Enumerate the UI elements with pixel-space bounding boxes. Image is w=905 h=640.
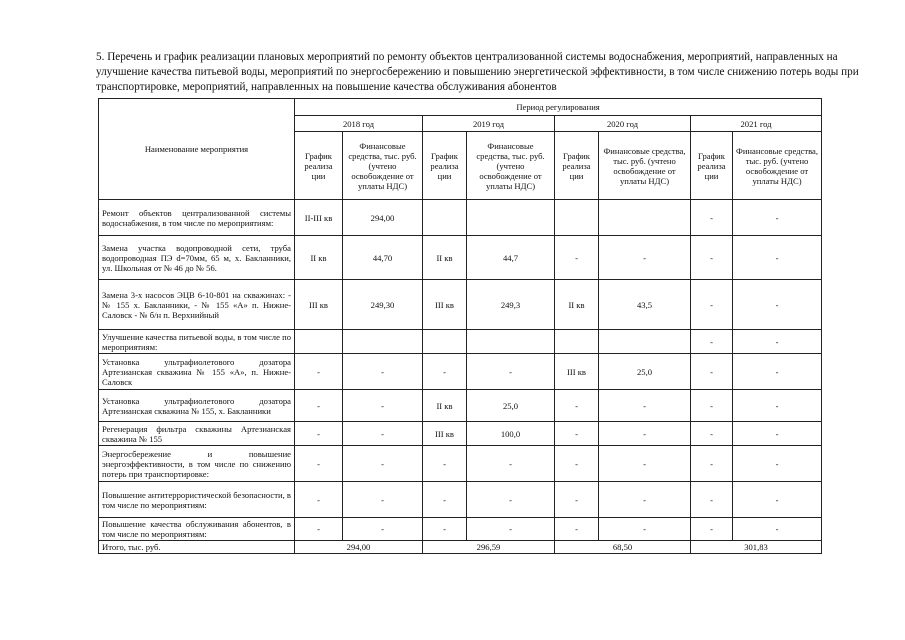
schedule-cell: - bbox=[295, 390, 343, 422]
finance-cell: - bbox=[343, 446, 423, 482]
activity-name: Установка ультрафиолетового дозатора Артезианская скважина № 155, х. Бакланники bbox=[99, 390, 295, 422]
finance-cell bbox=[343, 330, 423, 354]
schedule-cell: - bbox=[423, 354, 467, 390]
name-column-header: Наименование мероприятия bbox=[99, 99, 295, 200]
schedule-cell: II-III кв bbox=[295, 200, 343, 236]
schedule-cell: - bbox=[555, 482, 599, 518]
finance-cell: - bbox=[733, 236, 822, 280]
table-row bbox=[99, 330, 822, 354]
finance-cell: - bbox=[343, 354, 423, 390]
finance-cell: 25,0 bbox=[599, 354, 691, 390]
finance-cell: 100,0 bbox=[467, 422, 555, 446]
schedule-cell: - bbox=[691, 280, 733, 330]
activity-name: Повышение качества обслуживания абонентов, в том числе по мероприятиям: bbox=[99, 518, 295, 541]
schedule-cell: II кв bbox=[423, 390, 467, 422]
schedule-cell: - bbox=[555, 446, 599, 482]
activity-name: Замена участка водопроводной сети, труба водопроводная ПЭ d=70мм, 65 м, х. Бакланники, ул. Школьная от № 46 до № 56. bbox=[99, 236, 295, 280]
table-row bbox=[99, 422, 822, 446]
activity-name: Регенерация фильтра скважины Артезианская скважина № 155 bbox=[99, 422, 295, 446]
table-row bbox=[99, 446, 822, 482]
finance-cell: - bbox=[467, 518, 555, 541]
finance-cell: - bbox=[733, 390, 822, 422]
finance-cell: 249,3 bbox=[467, 280, 555, 330]
finance-cell: - bbox=[343, 518, 423, 541]
finance-cell: - bbox=[467, 446, 555, 482]
schedule-cell: - bbox=[691, 446, 733, 482]
finance-cell: 44,70 bbox=[343, 236, 423, 280]
finance-column-header: Финансовые средства, тыс. руб. (учтено освобождение от уплаты НДС) bbox=[343, 132, 423, 200]
total-value: 301,83 bbox=[691, 541, 822, 554]
schedule-cell: - bbox=[423, 518, 467, 541]
schedule-cell: - bbox=[691, 330, 733, 354]
schedule-cell bbox=[295, 330, 343, 354]
finance-cell bbox=[599, 200, 691, 236]
finance-cell: - bbox=[467, 354, 555, 390]
activity-name: Повышение антитеррористической безопасности, в том числе по мероприятиям: bbox=[99, 482, 295, 518]
finance-cell: - bbox=[343, 482, 423, 518]
schedule-cell: - bbox=[691, 390, 733, 422]
finance-cell: - bbox=[733, 446, 822, 482]
finance-cell: - bbox=[599, 518, 691, 541]
table-row bbox=[99, 482, 822, 518]
schedule-cell: II кв bbox=[295, 236, 343, 280]
schedule-cell: - bbox=[295, 482, 343, 518]
finance-column-header: Финансовые средства, тыс. руб. (учтено освобождение от уплаты НДС) bbox=[467, 132, 555, 200]
schedule-cell bbox=[423, 200, 467, 236]
table-row bbox=[99, 390, 822, 422]
finance-cell: - bbox=[733, 280, 822, 330]
finance-cell: - bbox=[599, 390, 691, 422]
activity-name: Замена 3-х насосов ЭЦВ 6-10-801 на скважинах: - № 155 х. Бакланники, - № 155 «А» п. Нижне-Саловск - № б/н п. Верхнийный bbox=[99, 280, 295, 330]
total-value: 294,00 bbox=[295, 541, 423, 554]
schedule-cell bbox=[423, 330, 467, 354]
finance-cell: - bbox=[733, 354, 822, 390]
finance-cell: - bbox=[733, 422, 822, 446]
schedule-cell: - bbox=[295, 518, 343, 541]
finance-cell: 249,30 bbox=[343, 280, 423, 330]
schedule-cell: - bbox=[691, 200, 733, 236]
schedule-cell: III кв bbox=[423, 280, 467, 330]
schedule-cell bbox=[555, 200, 599, 236]
finance-column-header: Финансовые средства, тыс. руб. (учтено освобождение от уплаты НДС) bbox=[599, 132, 691, 200]
schedule-cell bbox=[555, 330, 599, 354]
table-row bbox=[99, 354, 822, 390]
finance-cell: - bbox=[599, 422, 691, 446]
schedule-cell: - bbox=[691, 236, 733, 280]
activity-name: Улучшение качества питьевой воды, в том числе по мероприятиям: bbox=[99, 330, 295, 354]
schedule-cell: - bbox=[691, 482, 733, 518]
total-value: 296,59 bbox=[423, 541, 555, 554]
finance-cell: - bbox=[343, 390, 423, 422]
schedule-cell: II кв bbox=[555, 280, 599, 330]
finance-cell: - bbox=[733, 200, 822, 236]
schedule-cell: II кв bbox=[423, 236, 467, 280]
schedule-cell: - bbox=[555, 518, 599, 541]
schedule-column-header: График реализа ции bbox=[691, 132, 733, 200]
finance-cell: - bbox=[343, 422, 423, 446]
plan-table bbox=[98, 98, 822, 554]
year-header: 2019 год bbox=[423, 116, 555, 132]
finance-cell: - bbox=[733, 330, 822, 354]
schedule-cell: - bbox=[555, 422, 599, 446]
finance-cell: - bbox=[733, 482, 822, 518]
period-header: Период регулирования bbox=[295, 99, 822, 116]
finance-cell: 25,0 bbox=[467, 390, 555, 422]
table-row bbox=[99, 200, 822, 236]
schedule-cell: - bbox=[555, 236, 599, 280]
finance-cell: - bbox=[599, 482, 691, 518]
schedule-cell: - bbox=[423, 482, 467, 518]
schedule-cell: - bbox=[691, 518, 733, 541]
activity-name: Ремонт объектов централизованной системы водоснабжения, в том числе по мероприятиям: bbox=[99, 200, 295, 236]
activity-name: Установка ультрафиолетового дозатора Артезианская скважина № 155 «А», п. Нижне-Саловск bbox=[99, 354, 295, 390]
section-heading: 5. Перечень и график реализации плановых мероприятий по ремонту объектов централизованной системы водоснабжения, мероприятий, направленных на улучшение качества питьевой воды, мероприятий по энергосбережению и повышению энергетической эффективности, в том числе снижению потерь воды при транспортировке, мероприятий, направленных на повышение качества обслуживания абонентов bbox=[96, 51, 859, 94]
year-header: 2020 год bbox=[555, 116, 691, 132]
schedule-cell: - bbox=[691, 422, 733, 446]
finance-cell bbox=[599, 330, 691, 354]
schedule-cell: - bbox=[295, 422, 343, 446]
finance-cell: - bbox=[467, 482, 555, 518]
total-label: Итого, тыс. руб. bbox=[99, 541, 295, 554]
finance-cell: 44,7 bbox=[467, 236, 555, 280]
finance-cell bbox=[467, 330, 555, 354]
total-value: 68,50 bbox=[555, 541, 691, 554]
activity-name: Энергосбережение и повышение энергоэффективности, в том числе по снижению потерь при транспортировке: bbox=[99, 446, 295, 482]
schedule-cell: - bbox=[691, 354, 733, 390]
finance-cell: - bbox=[733, 518, 822, 541]
schedule-cell: III кв bbox=[295, 280, 343, 330]
schedule-cell: III кв bbox=[423, 422, 467, 446]
schedule-cell: III кв bbox=[555, 354, 599, 390]
table-row bbox=[99, 280, 822, 330]
finance-column-header: Финансовые средства, тыс. руб. (учтено освобождение от уплаты НДС) bbox=[733, 132, 822, 200]
year-header: 2018 год bbox=[295, 116, 423, 132]
schedule-cell: - bbox=[295, 354, 343, 390]
schedule-cell: - bbox=[423, 446, 467, 482]
finance-cell: - bbox=[599, 236, 691, 280]
schedule-cell: - bbox=[555, 390, 599, 422]
finance-cell: 294,00 bbox=[343, 200, 423, 236]
year-header: 2021 год bbox=[691, 116, 822, 132]
schedule-column-header: График реализа ции bbox=[423, 132, 467, 200]
schedule-column-header: График реализа ции bbox=[555, 132, 599, 200]
finance-cell: 43,5 bbox=[599, 280, 691, 330]
finance-cell bbox=[467, 200, 555, 236]
table-row bbox=[99, 236, 822, 280]
table-row bbox=[99, 518, 822, 541]
schedule-column-header: График реализа ции bbox=[295, 132, 343, 200]
finance-cell: - bbox=[599, 446, 691, 482]
schedule-cell: - bbox=[295, 446, 343, 482]
